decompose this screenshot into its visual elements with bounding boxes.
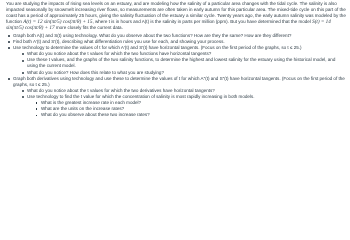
task-list (6, 33, 346, 118)
subtask-text: What do you notice? How does this relate to what you are studying? (27, 69, 164, 75)
question-item (35, 112, 346, 118)
task-text: Find both A′(t) and S′(t), describing what differentiation rules you use for each, and showing your process. (13, 39, 225, 45)
task-text: Use technology to determine the values of t for which A′(t) and S′(t) have horizontal tangents. (Focus on the first period of the graphs, so t ≤ 25.) (13, 45, 302, 51)
task-item-graph-derivatives (6, 76, 346, 119)
subtask-item (21, 57, 346, 69)
subtask-text: Use these t values, and the graphs of the two salinity functions, to determine the highest and lowest salinity for the estuary using the historical model, and using the current model. (27, 57, 336, 69)
intro-text-3: more closely fits the current data. (55, 25, 123, 31)
subtask-item (21, 94, 346, 118)
question-text: What are the units on the increase rates? (41, 106, 125, 112)
task-text: Graph both A(t) and S(t) using technology. What do you observe about the two functions? How are they the same? How are they different? (13, 32, 292, 38)
equation-historical-model: A(t) = 12 sin(πt/5) cos(πt/8) + 15 (23, 19, 93, 26)
task-item-horizontal-tangents (6, 45, 346, 75)
subtask-text: What do you notice about the t values for which the two derivatives have horizontal tangents? (27, 87, 215, 93)
task-text: Graph both derivatives using technology and use these to determine the values of t for which A″(t) and S″(t) have horizontal tangents. (Focus on the first period of the graphs, so t ≤ 25.) (13, 75, 345, 87)
subtask-list (21, 51, 346, 75)
subtask-list (21, 88, 346, 118)
intro-text-1: You are studying the impacts of rising sea levels on an estuary, and are modeling how the salinity of a particular area changes with the tidal cycle. The salinity is also impacted seasonally by snowmelt increasing river flows, so measurements are often taken in early autumn for this particular area. The mixed-tide cycle on this part of the coast has a period of approximately 25 hours, giving the salinity fluctuation of the estuary a similar cycle. Twenty years ago, the early autumn salinity was modeled by the function (6, 1, 346, 25)
equation-current-model: S(t) = 14 sin(πt/5) cos(πt/8) + 17 (6, 19, 331, 32)
intro-text-2: , where t is in hours and A(t) is the salinity in parts per million (ppm). But you have determined that the model (92, 19, 311, 25)
intro-paragraph (6, 1, 346, 31)
subtask-text: Use technology to find the t value for which the concentration of salinity is most rapidly increasing in both models. (27, 93, 255, 99)
question-list (35, 100, 346, 118)
assignment-document (0, 0, 350, 118)
subtask-text: What do you notice about the t values for which the two functions have horizontal tangents? (27, 51, 212, 57)
question-text: What is the greatest increase rate in each model? (41, 100, 142, 105)
question-text: What do you observe about these two increase rates? (41, 112, 150, 118)
